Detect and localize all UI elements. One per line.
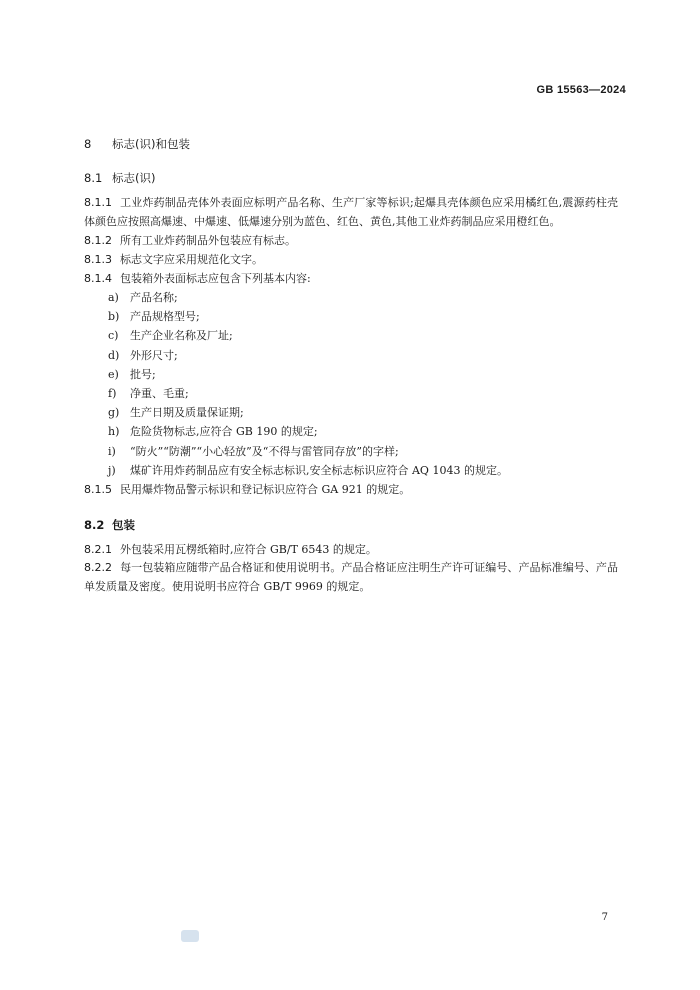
list-item — [84, 346, 618, 365]
list-item-text: 煤矿许用炸药制品应有安全标志标识,安全标志标识应符合 AQ 1043 的规定。 — [130, 463, 508, 477]
list-item-text: 生产企业名称及厂址; — [130, 329, 233, 343]
clause-8-1-5 — [84, 480, 618, 499]
list-item-text: “防火”“防潮”“小心轻放”及“不得与雷管同存放”的字样; — [130, 444, 399, 458]
list-item — [84, 422, 618, 441]
section-number: 8.2 — [84, 517, 105, 532]
clause-8-1-4 — [84, 269, 618, 288]
clause-text: 标志文字应采用规范化文字。 — [120, 253, 263, 266]
clause-text: 每一包装箱应随带产品合格证和使用说明书。产品合格证应注明生产许可证编号、产品标准编号、产品单发质量及密度。使用说明书应符合 GB/T 9969 的规定。 — [84, 561, 618, 593]
list-item-text: 产品规格型号; — [130, 310, 200, 324]
list-marker: f) — [108, 386, 117, 400]
list-marker: i) — [108, 444, 116, 458]
list-item-text: 批号; — [130, 367, 156, 381]
list-item — [84, 288, 618, 307]
section-8-1-heading — [84, 170, 618, 186]
clause-number: 8.1.2 — [84, 234, 112, 247]
list-item — [84, 403, 618, 422]
list-marker: h) — [108, 425, 120, 439]
list-marker: d) — [108, 348, 120, 362]
standard-code: GB 15563—2024 — [536, 84, 626, 96]
list-marker: e) — [108, 367, 119, 381]
clause-text: 民用爆炸物品警示标识和登记标识应符合 GA 921 的规定。 — [120, 482, 411, 496]
clause-number: 8.1.3 — [84, 253, 112, 266]
list-item-text: 外形尺寸; — [130, 348, 178, 362]
list-marker: c) — [108, 329, 119, 343]
clause-number: 8.2.1 — [84, 542, 112, 556]
document-body — [84, 126, 618, 596]
clause-text: 所有工业炸药制品外包装应有标志。 — [120, 234, 296, 247]
clause-number: 8.1.1 — [84, 196, 112, 209]
list-marker: g) — [108, 406, 120, 420]
clause-8-2-2 — [84, 559, 618, 596]
list-marker: a) — [108, 291, 119, 304]
clause-number: 8.2.2 — [84, 561, 112, 575]
list-item — [84, 442, 618, 461]
page-number: 7 — [601, 912, 608, 923]
section-8-2-heading — [84, 517, 618, 533]
section-title: 标志(识) — [112, 171, 156, 185]
section-title: 包装 — [112, 517, 135, 532]
list-marker: b) — [108, 310, 120, 324]
clause-8-1-1 — [84, 194, 618, 231]
clause-text: 包装箱外表面标志应包含下列基本内容: — [120, 272, 311, 285]
clause-8-1-2 — [84, 231, 618, 250]
section-number: 8.1 — [84, 171, 103, 185]
list-marker: j) — [108, 463, 116, 477]
clause-8-2-1 — [84, 541, 618, 560]
clause-8-1-3 — [84, 250, 618, 269]
list-item-text: 生产日期及质量保证期; — [130, 406, 244, 420]
clause-text: 工业炸药制品壳体外表面应标明产品名称、生产厂家等标识;起爆具壳体颜色应采用橘红色,震源药柱壳体颜色应按照高爆速、中爆速、低爆速分别为蓝色、红色、黄色,其他工业炸药制品应采用橙红色。 — [84, 196, 618, 228]
clause-number: 8.1.5 — [84, 482, 112, 496]
list-item-text: 净重、毛重; — [130, 386, 189, 400]
list-item-text: 产品名称; — [130, 291, 178, 304]
section-title: 标志(识)和包装 — [112, 137, 190, 151]
list-item — [84, 365, 618, 384]
section-number: 8 — [84, 137, 92, 151]
section-8-heading — [84, 136, 618, 152]
clause-8-1-4-list — [84, 288, 618, 480]
list-item — [84, 307, 618, 326]
publisher-logo-icon — [181, 930, 199, 942]
list-item-text: 危险货物标志,应符合 GB 190 的规定; — [130, 425, 318, 439]
clause-number: 8.1.4 — [84, 272, 112, 285]
list-item — [84, 326, 618, 345]
list-item — [84, 384, 618, 403]
list-item — [84, 461, 618, 480]
clause-text: 外包装采用瓦楞纸箱时,应符合 GB/T 6543 的规定。 — [120, 542, 377, 556]
